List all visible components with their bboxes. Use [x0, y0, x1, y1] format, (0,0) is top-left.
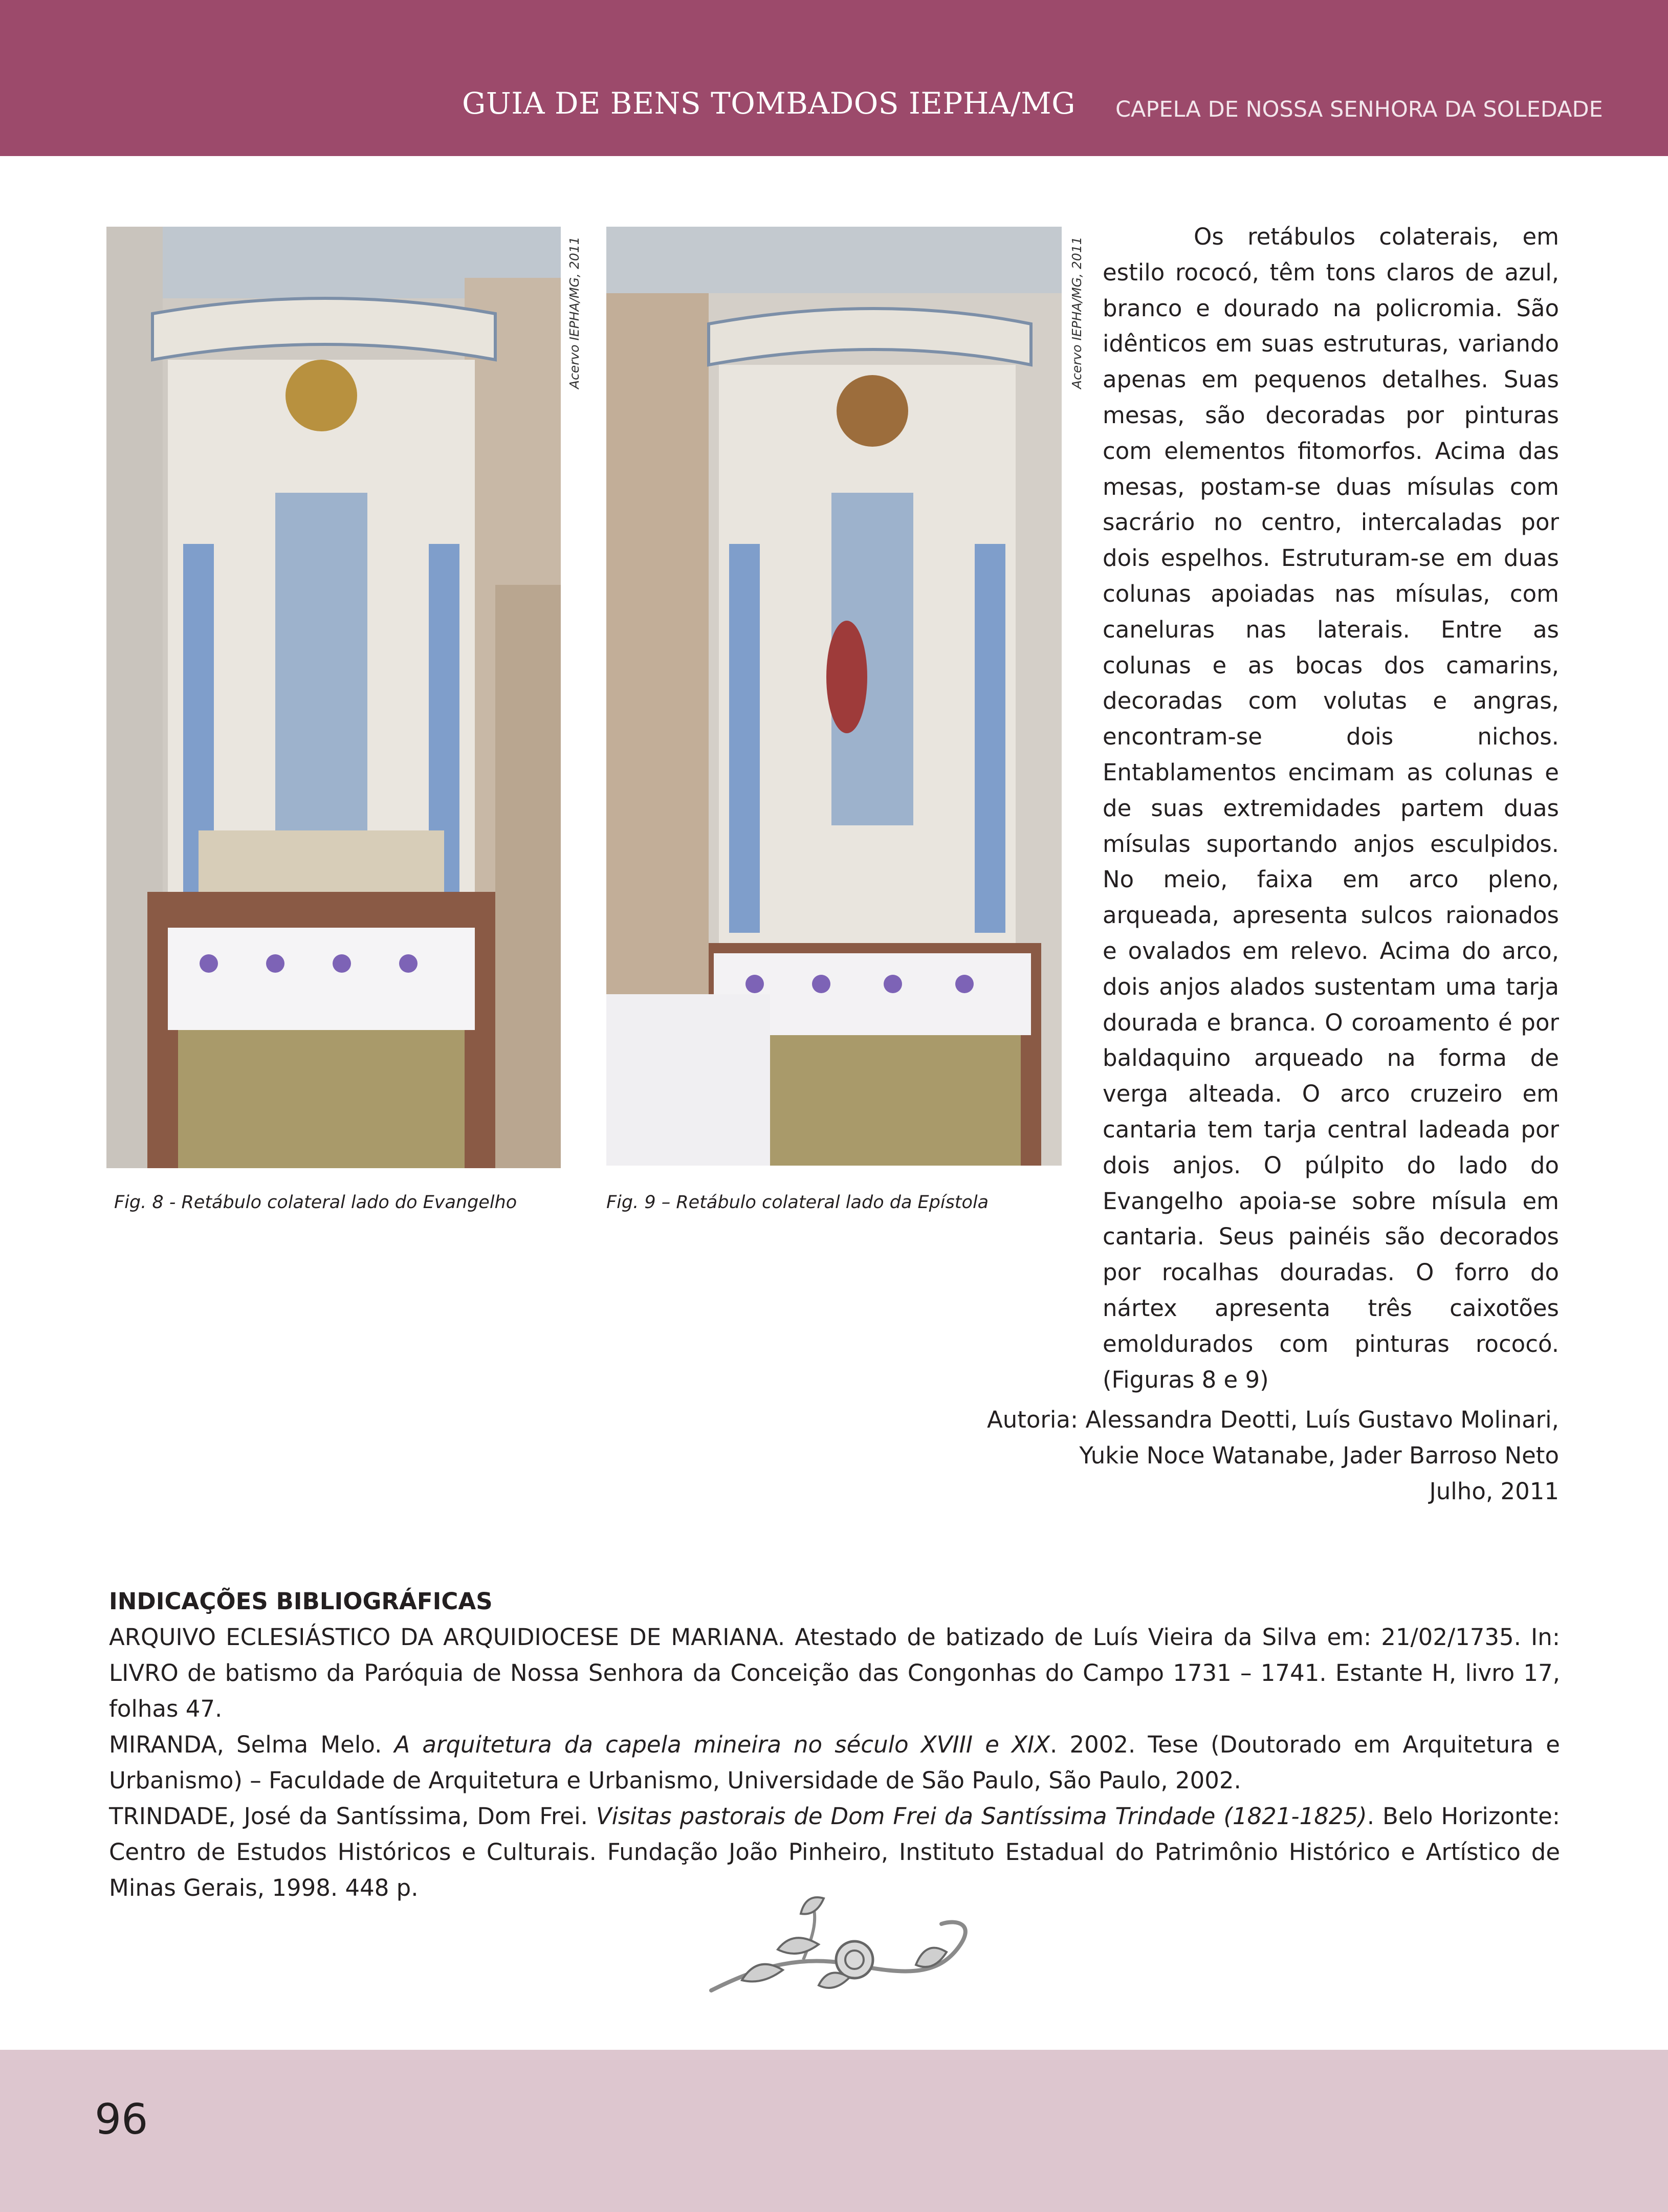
- entry-title: A arquitetura da capela mineira no século XVIII e XIX: [394, 1731, 1050, 1758]
- bibliography-entry: [109, 1727, 1560, 1799]
- entry-details: . 2002. Tese (Doutorado em Arquitetura e Urbanismo) – Faculdade de Arquitetura e Urbanismo, Universidade de São Paulo, São Paulo, 2002.: [109, 1731, 1560, 1794]
- entry-author: MIRANDA, Selma Melo.: [109, 1731, 394, 1758]
- figure-9-caption: Fig. 9 – Retábulo colateral lado da Epístola: [606, 1192, 989, 1213]
- altar-illustration-left: [106, 227, 561, 1168]
- page-footer: [0, 2050, 1668, 2212]
- figure-9-photo: [606, 227, 1062, 1166]
- figure-8-credit: Acervo IEPHA/MG, 2011: [567, 236, 582, 389]
- figure-9-credit: Acervo IEPHA/MG, 2011: [1069, 236, 1084, 389]
- authors-line-2: Yukie Noce Watanabe, Jader Barroso Neto: [1079, 1442, 1559, 1469]
- body-paragraph: Os retábulos colaterais, em estilo rococó, têm tons claros de azul, branco e dourado na policromia. São idênticos em suas estruturas, variando apenas em pequenos detalhes. Suas mesas, são decoradas por pinturas com elementos fitomorfos. Acima das mesas, postam-se duas mísulas com sacrário no centro, intercaladas por dois espelhos. Estruturam-se em duas colunas apoiadas nas mísulas, com caneluras nas laterais. Entre as colunas e as bocas dos camarins, decoradas com volutas e angras, encontram-se dois nichos. Entablamentos encimam as colunas e de suas extremidades partem duas mísulas suportando anjos esculpidos. No meio, faixa em arco pleno, arqueada, apresenta sulcos raionados e ovalados em relevo. Acima do arco, dois anjos alados sustentam uma tarja dourada e branca. O coroamento é por baldaquino arqueado na forma de verga alteada. O arco cruzeiro em cantaria tem tarja central ladeada por dois anjos. O púlpito do lado do Evangelho apoia-se sobre mísula em cantaria. Seus painéis são decorados por rocalhas douradas. O forro do nártex apresenta três caixotões emoldurados com pinturas rococó. (Figuras 8 e 9): [1103, 223, 1559, 1393]
- entry-author: TRINDADE, José da Santíssima, Dom Frei.: [109, 1803, 596, 1830]
- altar-illustration-right: [606, 227, 1062, 1166]
- rose-branch-ornament-icon: [701, 1888, 977, 2003]
- page-number: 96: [95, 2095, 148, 2144]
- authors-date: Julho, 2011: [1429, 1478, 1559, 1505]
- figure-8-photo: [106, 227, 561, 1168]
- page-header: [0, 0, 1668, 156]
- figure-8-caption: Fig. 8 - Retábulo colateral lado do Evangelho: [114, 1192, 517, 1213]
- authors-line-1: Autoria: Alessandra Deotti, Luís Gustavo Molinari,: [986, 1406, 1559, 1433]
- bibliography-section: [109, 1584, 1560, 1906]
- entry-title: Visitas pastorais de Dom Frei da Santíssima Trindade (1821-1825): [596, 1803, 1367, 1830]
- bibliography-heading: INDICAÇÕES BIBLIOGRÁFICAS: [109, 1588, 493, 1615]
- entry-details: . Belo Horizonte: Centro de Estudos Históricos e Culturais. Fundação João Pinheiro, Instituto Estadual do Patrimônio Histórico e Artístico de Minas Gerais, 1998. 448 p.: [109, 1803, 1560, 1901]
- entry-text: ARQUIVO ECLESIÁSTICO DA ARQUIDIOCESE DE MARIANA. Atestado de batizado de Luís Vieira da Silva em: 21/02/1735. In: LIVRO de batismo da Paróquia de Nossa Senhora da Conceição das Congonhas do Campo 1731 – 1741. Estante H, livro 17, folhas 47.: [109, 1624, 1560, 1722]
- authorship-block: [987, 1402, 1559, 1509]
- header-subtitle: CAPELA DE NOSSA SENHORA DA SOLEDADE: [1115, 97, 1603, 122]
- header-title: GUIA DE BENS TOMBADOS IEPHA/MG: [462, 86, 1076, 121]
- bibliography-entry: [109, 1619, 1560, 1727]
